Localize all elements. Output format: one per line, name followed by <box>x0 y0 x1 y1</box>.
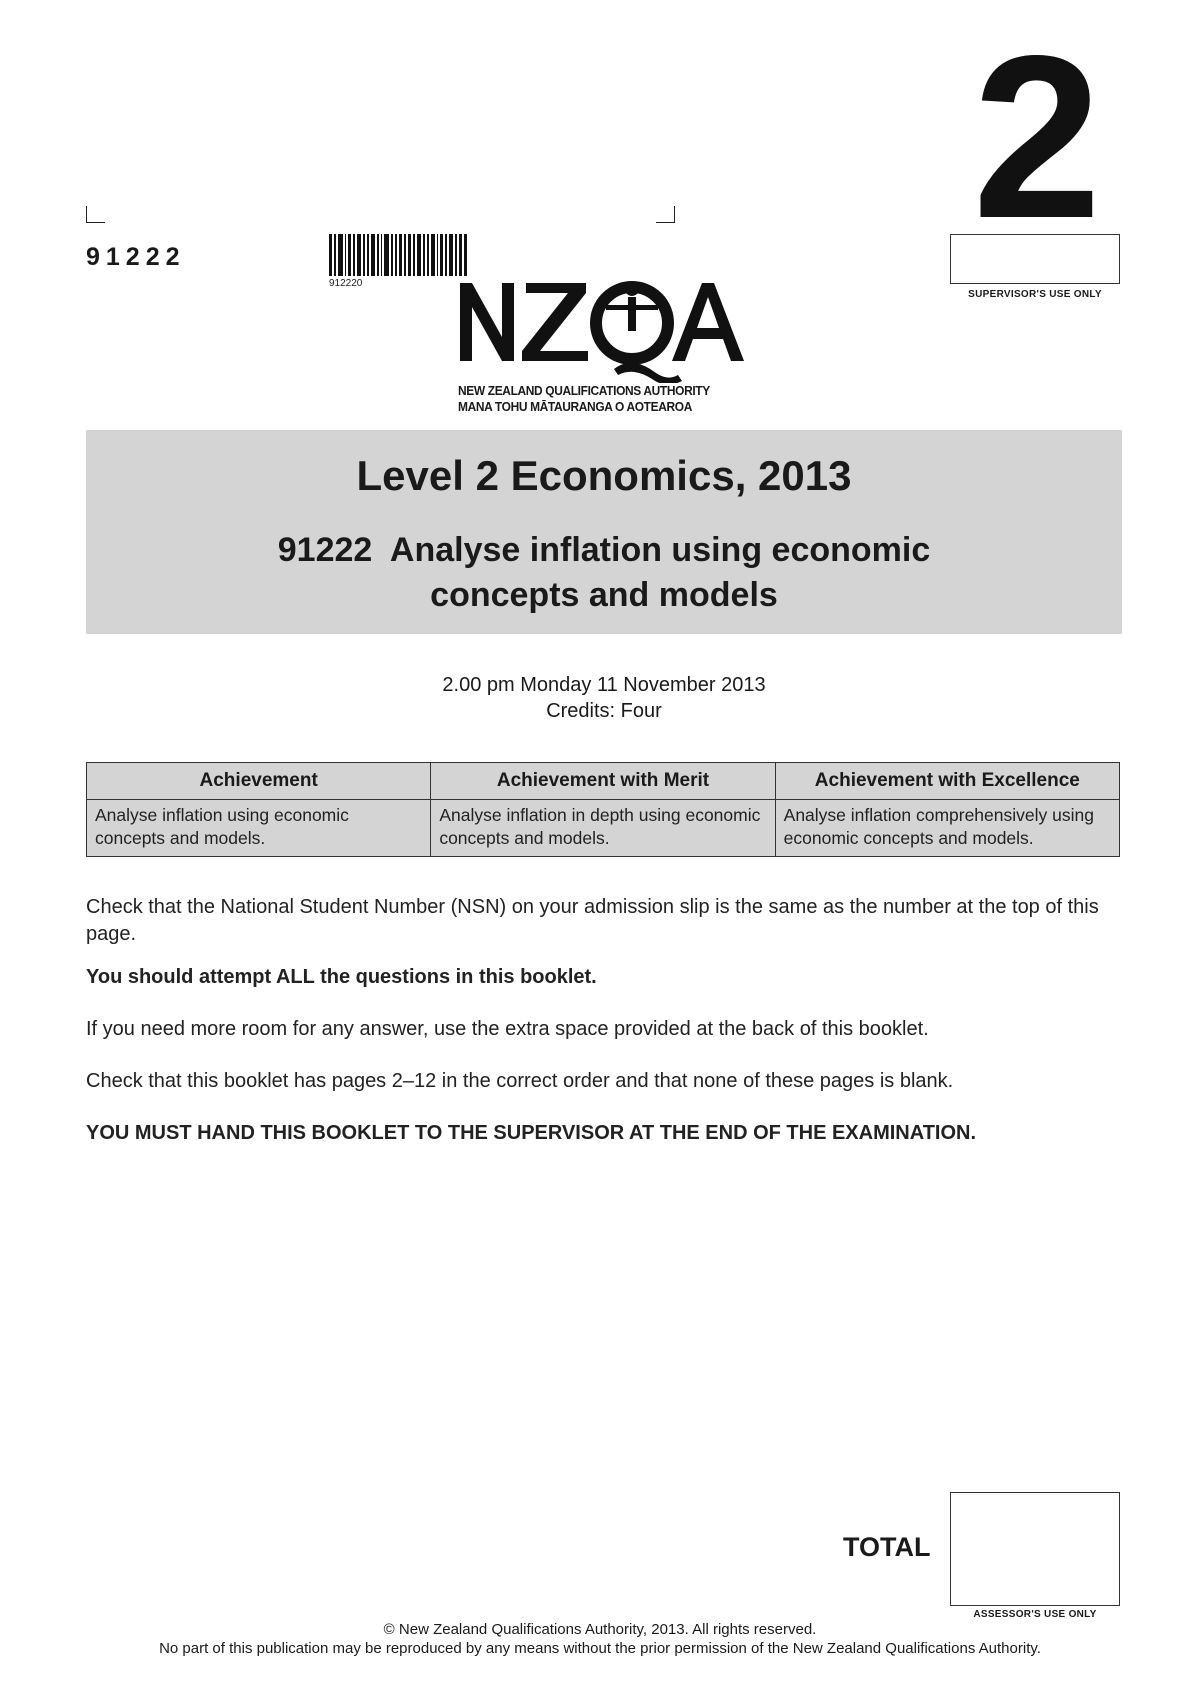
cell-achievement: Analyse inflation using economic concepts and models. <box>87 800 431 857</box>
level-number: 2 <box>972 8 1102 267</box>
instruction-attempt-all: You should attempt ALL the questions in this booklet. <box>86 966 597 988</box>
paper-code: 91222 <box>86 243 186 271</box>
barcode-number: 912220 <box>329 278 363 289</box>
supervisor-box[interactable] <box>950 234 1120 284</box>
cell-merit: Analyse inflation in depth using economic concepts and models. <box>431 800 775 857</box>
standard-title-line2: concepts and models <box>430 576 778 614</box>
logo-text-maori: MANA TOHU MĀTAURANGA O AOTEAROA <box>458 399 692 414</box>
nzqa-logo <box>456 275 746 383</box>
instruction-nsn-check: Check that the National Student Number (NSN) on your admission slip is the same as the number at the top of this page. <box>86 896 1099 945</box>
standard-title <box>86 528 1122 618</box>
header-excellence: Achievement with Excellence <box>775 763 1119 800</box>
logo-text-english: NEW ZEALAND QUALIFICATIONS AUTHORITY <box>458 383 710 398</box>
exam-title: Level 2 Economics, 2013 <box>356 452 852 499</box>
copyright-notice: © New Zealand Qualifications Authority, 2013. All rights reserved. <box>383 1621 817 1638</box>
table-row <box>87 800 1120 857</box>
exam-date: 2.00 pm Monday 11 November 2013 <box>442 674 766 696</box>
exam-credits: Credits: Four <box>546 700 662 722</box>
cell-excellence: Analyse inflation comprehensively using economic concepts and models. <box>775 800 1119 857</box>
crop-mark-right <box>656 206 675 223</box>
table-header-row <box>87 763 1120 800</box>
barcode <box>329 234 469 276</box>
header-achievement: Achievement <box>87 763 431 800</box>
total-label: TOTAL <box>843 1532 931 1562</box>
instruction-extra-space: If you need more room for any answer, use the extra space provided at the back of this booklet. <box>86 1018 929 1040</box>
total-box[interactable] <box>950 1492 1120 1606</box>
supervisor-label: SUPERVISOR'S USE ONLY <box>968 289 1102 300</box>
instruction-hand-in: YOU MUST HAND THIS BOOKLET TO THE SUPERVISOR AT THE END OF THE EXAMINATION. <box>86 1122 977 1144</box>
achievement-table <box>86 762 1120 857</box>
assessor-label: ASSESSOR'S USE ONLY <box>973 1609 1097 1620</box>
header-merit: Achievement with Merit <box>431 763 775 800</box>
reproduction-disclaimer: No part of this publication may be reproduced by any means without the prior permission of the New Zealand Qualifications Authority. <box>159 1640 1041 1657</box>
crop-mark-left <box>86 206 105 223</box>
standard-title-line1: 91222 Analyse inflation using economic <box>277 531 931 569</box>
instruction-pages-check: Check that this booklet has pages 2–12 in the correct order and that none of these pages is blank. <box>86 1070 954 1092</box>
